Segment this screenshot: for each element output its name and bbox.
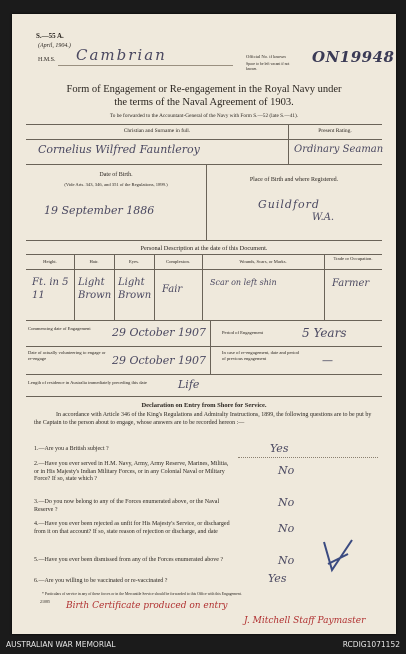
table-rule [26,320,382,321]
declaration-heading: Declaration on Entry from Shore for Service. [141,402,267,409]
place-label: Place of Birth and where Registered. [249,177,339,183]
table-rule [26,346,382,347]
table-vrule [206,164,207,240]
form-title-line1: Form of Engagement or Re-engagement in the Royal Navy under [66,84,342,95]
period-label: Period of Engagement [222,330,264,335]
eyes-value: Light Brown [118,277,152,301]
answer-2: No [278,464,295,477]
table-vrule [210,320,211,374]
commencing-label: Commencing date of Engagement [28,326,91,331]
birth-certificate-note: Birth Certificate produced on entry [66,601,228,611]
name-label: Christian and Surname in full. [123,128,191,134]
ship-underline [58,65,233,66]
ship-name: Cambrian [76,46,167,64]
official-no-label: Official No. if known [246,54,286,59]
table-vrule [324,254,325,320]
table-rule [26,139,382,140]
question-4: 4.—Have you ever been rejected as unfit for His Majesty's Service, or discharged from it on that account? If so, state reason of rejection or discharge, and date [34,521,230,535]
question-6: 6.—Are you willing to be vaccinated or re-vaccinated ? [34,578,168,584]
answer-5: No [278,554,295,567]
check-mark-icon [318,536,358,576]
table-rule [26,374,382,375]
forward-note: To be forwarded to the Accountant-General of the Navy with Form S.—52 (late S.—41). [109,113,299,119]
form-title-line2: the terms of the Naval Agreement of 1903. [114,97,294,108]
commencing-value: 29 October 1907 [112,326,207,339]
residence-value: Life [178,378,200,391]
paymaster-signature: J. Mitchell Staff Paymaster [244,616,366,626]
ship-label: H.M.S. [38,57,56,63]
table-rule [26,396,382,397]
col-trade: Trade or Occupation. [333,256,373,261]
question-1: 1.—Are you a British subject ? [34,446,109,452]
table-rule [26,269,382,270]
answer-6: Yes [268,572,287,585]
table-rule [26,164,382,165]
dob-value: 19 September 1886 [44,204,155,217]
table-vrule [202,254,203,320]
complexion-value: Fair [162,284,183,295]
height-value: Ft. in 5 11 [32,277,69,301]
marks-value: Scar on left shin [210,278,277,287]
footnote: * Particulars of service in any of these forces or in the Mercantile Service should be forwarded to this Office with this Engagement. [42,592,242,596]
table-rule [26,254,382,255]
dob-note: (Vide Arts. 343, 346, and 351 of the Regulations, 1899.) [64,182,168,187]
col-eyes: Eyes. [128,259,140,264]
reengage-label: In case of re-engagement, date and period of previous engagement [222,350,299,361]
archive-footer [0,636,406,654]
table-vrule [114,254,115,320]
residence-label: Length of residence in Australia immediately preceding this date [28,380,147,385]
period-value: 5 Years [302,326,347,340]
place-value-state: W.A. [312,212,335,223]
table-rule [26,240,382,241]
document-page [12,14,396,634]
official-no-note: Space to be left vacant if not known. [246,62,290,71]
reengage-value: — [322,354,333,367]
place-value-town: Guildford [258,198,320,211]
question-2: 2.—Have you ever served in H.M. Navy, Army, Army Reserve, Marines, Militia, or in His Majesty's Indian Military Forces, or in any Colonial Naval or Military Force? If so, state which ? [34,461,229,482]
question-5: 5.—Have you ever been dismissed from any of the Forces enumerated above ? [34,557,224,563]
rating-value: Ordinary Seaman [294,144,384,155]
col-marks: Wounds, Scars, or Marks. [239,259,287,264]
answer-3: No [278,496,295,509]
official-number: ON19948 [312,48,395,66]
description-heading: Personal Description at the date of this Document. [140,245,268,252]
rating-label: Present Rating. [318,128,352,134]
answer-4: No [278,522,295,535]
table-vrule [288,124,289,164]
form-date: (April, 1904.) [38,43,71,49]
name-value: Cornelius Wilfred Fauntleroy [38,143,200,156]
volunteer-label: Date of actually volunteering to engage or re-engage [28,350,106,361]
print-code: 21085 [40,599,50,604]
dob-label: Date of Birth. [99,172,133,178]
table-rule [26,124,382,125]
col-complexion: Complexion. [166,259,190,264]
question-3: 3.—Do you now belong to any of the Forces enumerated above, or the Naval Reserve ? [34,499,220,513]
declaration-intro: In accordance with Article 346 of the King's Regulations and Admiralty Instructions, 1899, the following questions are to be put by the Captain to the person about to engage, whose answers are to be recorded hereon :— [34,412,372,426]
form-number: S.—55 A. [36,32,64,40]
archive-name: AUSTRALIAN WAR MEMORIAL [6,640,116,649]
table-vrule [74,254,75,320]
answer-1-line [238,456,378,458]
hair-value: Light Brown [78,277,112,301]
col-height: Height. [43,259,57,264]
table-vrule [154,254,155,320]
answer-1: Yes [270,442,289,455]
volunteer-value: 29 October 1907 [112,354,207,367]
trade-value: Farmer [332,278,370,289]
record-id: RCDIG1071152 [342,640,400,649]
col-hair: Hair. [89,259,99,264]
